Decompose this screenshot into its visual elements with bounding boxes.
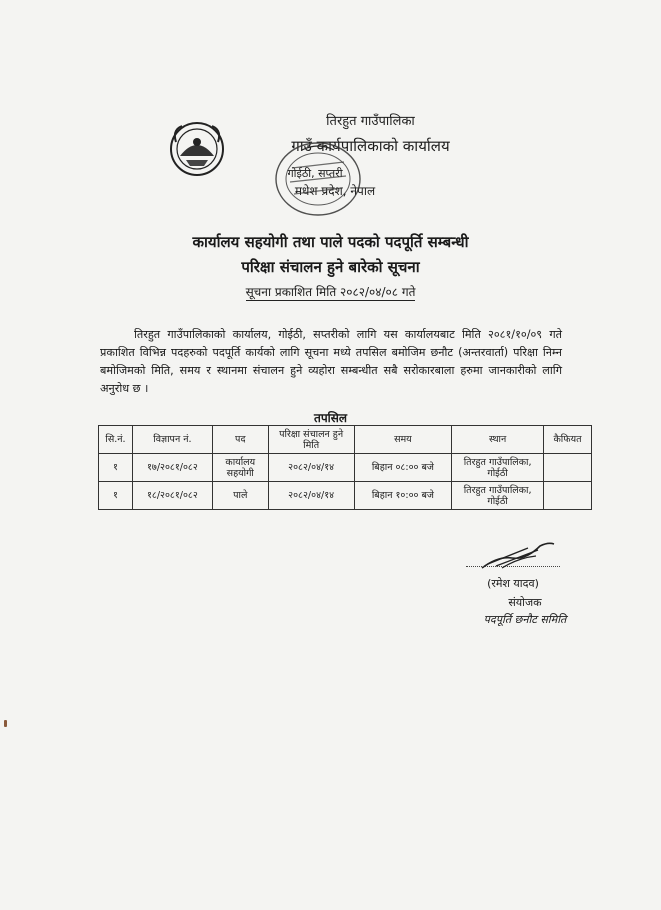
signatory-role: संयोजक (508, 596, 542, 609)
table-cell: बिहान १०:०० बजे (354, 482, 452, 510)
table-cell: १ (99, 482, 133, 510)
table-header-cell: परिक्षा संचालन हुने मिति (268, 426, 354, 454)
table-cell: तिरहुत गाउँपालिका, गोईठी (452, 454, 544, 482)
table-header-row (99, 426, 592, 454)
table-header-cell: समय (354, 426, 452, 454)
notice-paragraph: तिरहुत गाउँपालिकाको कार्यालय, गोईठी, सप्तरीको लागि यस कार्यालयबाट मिति २०८१/१०/०९ गते प्रकाशित विभिन्न पदहरुको पदपूर्ति कार्यको लागि सूचना मध्ये तपसिल बमोजिम छनौट (अन्तरवार्ता) परिक्षा निम्न बमोजिमको मिति, समय र स्थानमा संचालन हुने व्यहोरा सम्बन्धीत सबै सरोकारबाला हरुमा जानकारीको लागि अनुरोध छ । (100, 328, 562, 395)
table-header-cell: सि.नं. (99, 426, 133, 454)
table-caption-text: तपसिल (313, 411, 347, 425)
table-cell (544, 482, 592, 510)
notice-title-line2: परिक्षा संचालन हुने बारेको सूचना (241, 258, 420, 276)
table-header-cell: स्थान (452, 426, 544, 454)
table-cell: तिरहुत गाउँपालिका, गोईठी (452, 482, 544, 510)
table-header-cell: कैफियत (544, 426, 592, 454)
table-cell: २०८२/०४/१४ (268, 454, 354, 482)
signature-line (466, 566, 560, 567)
committee-name: पदपूर्ति छनौट समिति (483, 613, 567, 626)
table-caption (0, 409, 661, 426)
header-municipality: तिरहुत गाउँपालिका (326, 114, 415, 129)
notice-title-line1: कार्यालय सहयोगी तथा पाले पदको पदपूर्ति सम्बन्धी (192, 233, 469, 251)
scan-speck (4, 720, 7, 727)
office-seal-stamp (272, 138, 364, 220)
table-cell: २०८२/०४/१४ (268, 482, 354, 510)
published-date (0, 283, 661, 300)
table-header-cell: पद (212, 426, 268, 454)
table-cell: कार्यालय सहयोगी (212, 454, 268, 482)
published-date-text: सूचना प्रकाशित मिति २०८२/०४/०८ गते (245, 285, 416, 299)
table-row (99, 454, 592, 482)
table-row (99, 482, 592, 510)
table-header-cell: विज्ञापन नं. (132, 426, 212, 454)
table-cell: बिहान ०८:०० बजे (354, 454, 452, 482)
table-cell: १८/२०८१/०८२ (132, 482, 212, 510)
header-address: गोईठी, सप्तरी (287, 167, 343, 180)
signatory-name: (रमेश यादव) (487, 577, 539, 590)
table-cell: पाले (212, 482, 268, 510)
header-province: मधेश प्रदेश, नेपाल (294, 184, 376, 198)
table-cell: १ (99, 454, 133, 482)
table-cell: १७/२०८१/०८२ (132, 454, 212, 482)
header-office: गाउँ कार्यपालिकाको कार्यालय (291, 137, 450, 155)
table-cell (544, 454, 592, 482)
schedule-table (98, 425, 592, 510)
